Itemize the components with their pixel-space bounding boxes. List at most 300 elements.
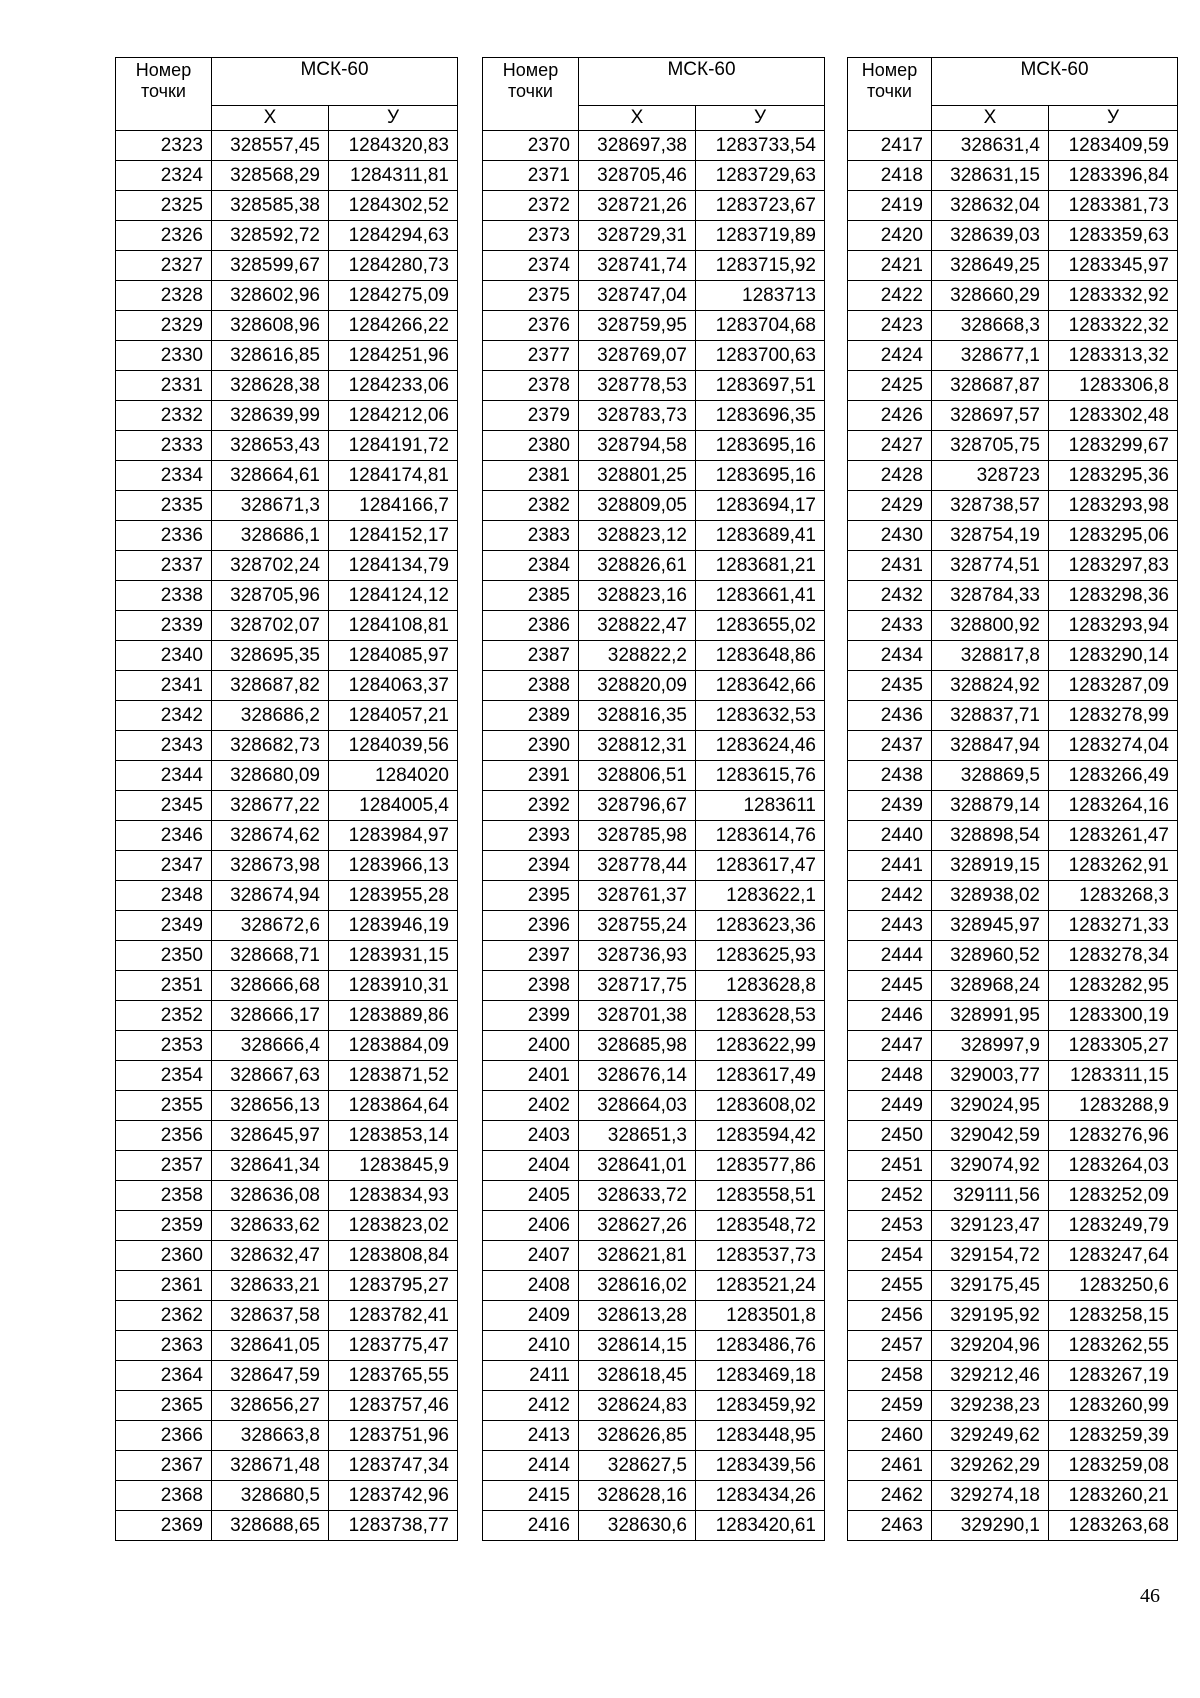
x-coordinate-cell: 328645,97 bbox=[212, 1121, 329, 1151]
x-coordinate-cell: 328697,38 bbox=[579, 131, 696, 161]
point-number-cell: 2384 bbox=[483, 551, 579, 581]
y-coordinate-cell: 1283263,68 bbox=[1049, 1511, 1178, 1541]
y-coordinate-cell: 1284020 bbox=[329, 761, 458, 791]
y-coordinate-cell: 1283266,49 bbox=[1049, 761, 1178, 791]
table-row bbox=[116, 431, 458, 461]
x-coordinate-cell: 328682,73 bbox=[212, 731, 329, 761]
x-coordinate-cell: 328633,72 bbox=[579, 1181, 696, 1211]
x-coordinate-cell: 328960,52 bbox=[932, 941, 1049, 971]
y-coordinate-cell: 1283622,1 bbox=[696, 881, 825, 911]
point-number-cell: 2325 bbox=[116, 191, 212, 221]
y-coordinate-cell: 1283713 bbox=[696, 281, 825, 311]
point-number-cell: 2363 bbox=[116, 1331, 212, 1361]
point-number-cell: 2387 bbox=[483, 641, 579, 671]
table-row bbox=[116, 911, 458, 941]
header-x: Х bbox=[212, 106, 329, 131]
point-number-cell: 2421 bbox=[848, 251, 932, 281]
x-coordinate-cell: 328656,13 bbox=[212, 1091, 329, 1121]
y-coordinate-cell: 1283297,83 bbox=[1049, 551, 1178, 581]
point-number-cell: 2361 bbox=[116, 1271, 212, 1301]
point-number-cell: 2350 bbox=[116, 941, 212, 971]
point-number-cell: 2424 bbox=[848, 341, 932, 371]
coordinates-table-1 bbox=[115, 57, 458, 1541]
x-coordinate-cell: 328628,16 bbox=[579, 1481, 696, 1511]
table-row bbox=[848, 1391, 1178, 1421]
x-coordinate-cell: 328997,9 bbox=[932, 1031, 1049, 1061]
x-coordinate-cell: 328919,15 bbox=[932, 851, 1049, 881]
header-y: У bbox=[329, 106, 458, 131]
point-number-cell: 2432 bbox=[848, 581, 932, 611]
point-number-cell: 2450 bbox=[848, 1121, 932, 1151]
point-number-cell: 2333 bbox=[116, 431, 212, 461]
point-number-cell: 2439 bbox=[848, 791, 932, 821]
point-number-cell: 2331 bbox=[116, 371, 212, 401]
y-coordinate-cell: 1283823,02 bbox=[329, 1211, 458, 1241]
y-coordinate-cell: 1283278,99 bbox=[1049, 701, 1178, 731]
point-number-cell: 2454 bbox=[848, 1241, 932, 1271]
y-coordinate-cell: 1283258,15 bbox=[1049, 1301, 1178, 1331]
point-number-cell: 2431 bbox=[848, 551, 932, 581]
y-coordinate-cell: 1283439,56 bbox=[696, 1451, 825, 1481]
table-row bbox=[483, 191, 825, 221]
x-coordinate-cell: 328602,96 bbox=[212, 281, 329, 311]
point-number-cell: 2375 bbox=[483, 281, 579, 311]
x-coordinate-cell: 328666,17 bbox=[212, 1001, 329, 1031]
table-row bbox=[116, 971, 458, 1001]
y-coordinate-cell: 1283501,8 bbox=[696, 1301, 825, 1331]
table-row bbox=[848, 1001, 1178, 1031]
x-coordinate-cell: 328741,74 bbox=[579, 251, 696, 281]
point-number-cell: 2372 bbox=[483, 191, 579, 221]
point-number-cell: 2324 bbox=[116, 161, 212, 191]
point-number-cell: 2406 bbox=[483, 1211, 579, 1241]
table-row bbox=[116, 311, 458, 341]
table-row bbox=[848, 551, 1178, 581]
y-coordinate-cell: 1283694,17 bbox=[696, 491, 825, 521]
point-number-cell: 2444 bbox=[848, 941, 932, 971]
x-coordinate-cell: 328630,6 bbox=[579, 1511, 696, 1541]
point-number-cell: 2374 bbox=[483, 251, 579, 281]
table-row bbox=[483, 971, 825, 1001]
y-coordinate-cell: 1283288,9 bbox=[1049, 1091, 1178, 1121]
point-number-cell: 2329 bbox=[116, 311, 212, 341]
point-number-cell: 2328 bbox=[116, 281, 212, 311]
y-coordinate-cell: 1283845,9 bbox=[329, 1151, 458, 1181]
x-coordinate-cell: 328794,58 bbox=[579, 431, 696, 461]
table-row bbox=[116, 1031, 458, 1061]
y-coordinate-cell: 1283260,99 bbox=[1049, 1391, 1178, 1421]
table-row bbox=[848, 1061, 1178, 1091]
x-coordinate-cell: 328688,65 bbox=[212, 1511, 329, 1541]
y-coordinate-cell: 1283293,94 bbox=[1049, 611, 1178, 641]
table-row bbox=[483, 341, 825, 371]
table-row bbox=[116, 1211, 458, 1241]
table-row bbox=[116, 641, 458, 671]
y-coordinate-cell: 1283681,21 bbox=[696, 551, 825, 581]
point-number-cell: 2411 bbox=[483, 1361, 579, 1391]
y-coordinate-cell: 1283608,02 bbox=[696, 1091, 825, 1121]
y-coordinate-cell: 1283381,73 bbox=[1049, 191, 1178, 221]
table-row bbox=[483, 671, 825, 701]
table-row bbox=[483, 491, 825, 521]
table-row bbox=[483, 1271, 825, 1301]
y-coordinate-cell: 1284152,17 bbox=[329, 521, 458, 551]
y-coordinate-cell: 1284275,09 bbox=[329, 281, 458, 311]
table-row bbox=[483, 521, 825, 551]
table-row bbox=[116, 851, 458, 881]
x-coordinate-cell: 328673,98 bbox=[212, 851, 329, 881]
header-coordinate-system: МСК-60 bbox=[212, 58, 458, 106]
x-coordinate-cell: 328759,95 bbox=[579, 311, 696, 341]
table-row bbox=[483, 1451, 825, 1481]
y-coordinate-cell: 1283448,95 bbox=[696, 1421, 825, 1451]
y-coordinate-cell: 1284212,06 bbox=[329, 401, 458, 431]
table-row bbox=[483, 1091, 825, 1121]
x-coordinate-cell: 328717,75 bbox=[579, 971, 696, 1001]
x-coordinate-cell: 328738,57 bbox=[932, 491, 1049, 521]
x-coordinate-cell: 328705,96 bbox=[212, 581, 329, 611]
point-number-cell: 2403 bbox=[483, 1121, 579, 1151]
y-coordinate-cell: 1283306,8 bbox=[1049, 371, 1178, 401]
table-row bbox=[848, 341, 1178, 371]
x-coordinate-cell: 328686,1 bbox=[212, 521, 329, 551]
y-coordinate-cell: 1283622,99 bbox=[696, 1031, 825, 1061]
x-coordinate-cell: 328769,07 bbox=[579, 341, 696, 371]
page-number: 46 bbox=[1140, 1585, 1160, 1607]
point-number-cell: 2418 bbox=[848, 161, 932, 191]
table-row bbox=[116, 1301, 458, 1331]
table-row bbox=[848, 671, 1178, 701]
x-coordinate-cell: 328677,22 bbox=[212, 791, 329, 821]
y-coordinate-cell: 1283625,93 bbox=[696, 941, 825, 971]
y-coordinate-cell: 1283864,64 bbox=[329, 1091, 458, 1121]
point-number-cell: 2359 bbox=[116, 1211, 212, 1241]
table-row bbox=[116, 491, 458, 521]
y-coordinate-cell: 1283871,52 bbox=[329, 1061, 458, 1091]
point-number-cell: 2377 bbox=[483, 341, 579, 371]
y-coordinate-cell: 1284320,83 bbox=[329, 131, 458, 161]
x-coordinate-cell: 328837,71 bbox=[932, 701, 1049, 731]
y-coordinate-cell: 1283632,53 bbox=[696, 701, 825, 731]
x-coordinate-cell: 328656,27 bbox=[212, 1391, 329, 1421]
point-number-cell: 2354 bbox=[116, 1061, 212, 1091]
x-coordinate-cell: 328778,44 bbox=[579, 851, 696, 881]
y-coordinate-cell: 1283955,28 bbox=[329, 881, 458, 911]
point-number-cell: 2445 bbox=[848, 971, 932, 1001]
point-number-cell: 2435 bbox=[848, 671, 932, 701]
table-row bbox=[116, 461, 458, 491]
table-row bbox=[848, 941, 1178, 971]
x-coordinate-cell: 328666,68 bbox=[212, 971, 329, 1001]
x-coordinate-cell: 328668,3 bbox=[932, 311, 1049, 341]
point-number-cell: 2463 bbox=[848, 1511, 932, 1541]
y-coordinate-cell: 1283617,47 bbox=[696, 851, 825, 881]
y-coordinate-cell: 1284134,79 bbox=[329, 551, 458, 581]
x-coordinate-cell: 328671,48 bbox=[212, 1451, 329, 1481]
y-coordinate-cell: 1283537,73 bbox=[696, 1241, 825, 1271]
point-number-cell: 2436 bbox=[848, 701, 932, 731]
y-coordinate-cell: 1283984,97 bbox=[329, 821, 458, 851]
point-number-cell: 2429 bbox=[848, 491, 932, 521]
table-row bbox=[483, 401, 825, 431]
table-row bbox=[483, 551, 825, 581]
table-row bbox=[483, 371, 825, 401]
x-coordinate-cell: 328608,96 bbox=[212, 311, 329, 341]
x-coordinate-cell: 328701,38 bbox=[579, 1001, 696, 1031]
x-coordinate-cell: 328614,15 bbox=[579, 1331, 696, 1361]
y-coordinate-cell: 1284302,52 bbox=[329, 191, 458, 221]
point-number-cell: 2336 bbox=[116, 521, 212, 551]
point-number-cell: 2349 bbox=[116, 911, 212, 941]
table-row bbox=[848, 1031, 1178, 1061]
y-coordinate-cell: 1283700,63 bbox=[696, 341, 825, 371]
table-row bbox=[848, 221, 1178, 251]
x-coordinate-cell: 328736,93 bbox=[579, 941, 696, 971]
table-row bbox=[483, 851, 825, 881]
point-number-cell: 2330 bbox=[116, 341, 212, 371]
point-number-cell: 2405 bbox=[483, 1181, 579, 1211]
point-number-cell: 2430 bbox=[848, 521, 932, 551]
point-number-cell: 2357 bbox=[116, 1151, 212, 1181]
table-row bbox=[848, 1211, 1178, 1241]
y-coordinate-cell: 1283252,09 bbox=[1049, 1181, 1178, 1211]
point-number-cell: 2356 bbox=[116, 1121, 212, 1151]
x-coordinate-cell: 328806,51 bbox=[579, 761, 696, 791]
y-coordinate-cell: 1283521,24 bbox=[696, 1271, 825, 1301]
x-coordinate-cell: 328801,25 bbox=[579, 461, 696, 491]
x-coordinate-cell: 328796,67 bbox=[579, 791, 696, 821]
y-coordinate-cell: 1283696,35 bbox=[696, 401, 825, 431]
y-coordinate-cell: 1283733,54 bbox=[696, 131, 825, 161]
y-coordinate-cell: 1283264,03 bbox=[1049, 1151, 1178, 1181]
x-coordinate-cell: 328812,31 bbox=[579, 731, 696, 761]
y-coordinate-cell: 1283247,64 bbox=[1049, 1241, 1178, 1271]
point-number-cell: 2332 bbox=[116, 401, 212, 431]
y-coordinate-cell: 1283577,86 bbox=[696, 1151, 825, 1181]
y-coordinate-cell: 1284191,72 bbox=[329, 431, 458, 461]
x-coordinate-cell: 328826,61 bbox=[579, 551, 696, 581]
table-row bbox=[116, 731, 458, 761]
y-coordinate-cell: 1283719,89 bbox=[696, 221, 825, 251]
y-coordinate-cell: 1283765,55 bbox=[329, 1361, 458, 1391]
x-coordinate-cell: 329154,72 bbox=[932, 1241, 1049, 1271]
x-coordinate-cell: 329042,59 bbox=[932, 1121, 1049, 1151]
x-coordinate-cell: 328641,05 bbox=[212, 1331, 329, 1361]
y-coordinate-cell: 1284166,7 bbox=[329, 491, 458, 521]
point-number-cell: 2440 bbox=[848, 821, 932, 851]
x-coordinate-cell: 329111,56 bbox=[932, 1181, 1049, 1211]
table-row bbox=[116, 821, 458, 851]
point-number-cell: 2347 bbox=[116, 851, 212, 881]
x-coordinate-cell: 328616,85 bbox=[212, 341, 329, 371]
x-coordinate-cell: 328641,34 bbox=[212, 1151, 329, 1181]
point-number-cell: 2341 bbox=[116, 671, 212, 701]
table-row bbox=[848, 431, 1178, 461]
y-coordinate-cell: 1283642,66 bbox=[696, 671, 825, 701]
point-number-cell: 2393 bbox=[483, 821, 579, 851]
table-row bbox=[848, 1511, 1178, 1541]
x-coordinate-cell: 328557,45 bbox=[212, 131, 329, 161]
x-coordinate-cell: 328639,03 bbox=[932, 221, 1049, 251]
point-number-cell: 2376 bbox=[483, 311, 579, 341]
y-coordinate-cell: 1283267,19 bbox=[1049, 1361, 1178, 1391]
y-coordinate-cell: 1284266,22 bbox=[329, 311, 458, 341]
table-row bbox=[483, 581, 825, 611]
table-row bbox=[483, 701, 825, 731]
y-coordinate-cell: 1283299,67 bbox=[1049, 431, 1178, 461]
table-row bbox=[116, 701, 458, 731]
y-coordinate-cell: 1284085,97 bbox=[329, 641, 458, 671]
x-coordinate-cell: 328666,4 bbox=[212, 1031, 329, 1061]
x-coordinate-cell: 329123,47 bbox=[932, 1211, 1049, 1241]
point-number-cell: 2434 bbox=[848, 641, 932, 671]
x-coordinate-cell: 328639,99 bbox=[212, 401, 329, 431]
x-coordinate-cell: 328631,15 bbox=[932, 161, 1049, 191]
y-coordinate-cell: 1283409,59 bbox=[1049, 131, 1178, 161]
table-row bbox=[483, 881, 825, 911]
y-coordinate-cell: 1283260,21 bbox=[1049, 1481, 1178, 1511]
x-coordinate-cell: 329238,23 bbox=[932, 1391, 1049, 1421]
y-coordinate-cell: 1283704,68 bbox=[696, 311, 825, 341]
table-row bbox=[848, 761, 1178, 791]
x-coordinate-cell: 328785,98 bbox=[579, 821, 696, 851]
y-coordinate-cell: 1283834,93 bbox=[329, 1181, 458, 1211]
table-row bbox=[848, 881, 1178, 911]
x-coordinate-cell: 328938,02 bbox=[932, 881, 1049, 911]
y-coordinate-cell: 1283261,47 bbox=[1049, 821, 1178, 851]
point-number-cell: 2381 bbox=[483, 461, 579, 491]
x-coordinate-cell: 328637,58 bbox=[212, 1301, 329, 1331]
header-x: Х bbox=[932, 106, 1049, 131]
y-coordinate-cell: 1283615,76 bbox=[696, 761, 825, 791]
x-coordinate-cell: 328823,12 bbox=[579, 521, 696, 551]
point-number-cell: 2395 bbox=[483, 881, 579, 911]
x-coordinate-cell: 328729,31 bbox=[579, 221, 696, 251]
table-row bbox=[116, 1361, 458, 1391]
x-coordinate-cell: 328585,38 bbox=[212, 191, 329, 221]
x-coordinate-cell: 328800,92 bbox=[932, 611, 1049, 641]
y-coordinate-cell: 1283469,18 bbox=[696, 1361, 825, 1391]
y-coordinate-cell: 1283278,34 bbox=[1049, 941, 1178, 971]
table-row bbox=[116, 1151, 458, 1181]
point-number-cell: 2396 bbox=[483, 911, 579, 941]
point-number-cell: 2415 bbox=[483, 1481, 579, 1511]
table-row bbox=[483, 1481, 825, 1511]
y-coordinate-cell: 1283359,63 bbox=[1049, 221, 1178, 251]
table-row bbox=[483, 161, 825, 191]
table-row bbox=[848, 491, 1178, 521]
point-number-cell: 2338 bbox=[116, 581, 212, 611]
table-row bbox=[848, 1181, 1178, 1211]
point-number-cell: 2388 bbox=[483, 671, 579, 701]
y-coordinate-cell: 1283747,34 bbox=[329, 1451, 458, 1481]
table-row bbox=[483, 1511, 825, 1541]
table-row bbox=[483, 251, 825, 281]
point-number-cell: 2433 bbox=[848, 611, 932, 641]
table-row bbox=[116, 941, 458, 971]
x-coordinate-cell: 328668,71 bbox=[212, 941, 329, 971]
x-coordinate-cell: 328671,3 bbox=[212, 491, 329, 521]
x-coordinate-cell: 328621,81 bbox=[579, 1241, 696, 1271]
y-coordinate-cell: 1283623,36 bbox=[696, 911, 825, 941]
table-row bbox=[848, 1421, 1178, 1451]
y-coordinate-cell: 1283715,92 bbox=[696, 251, 825, 281]
x-coordinate-cell: 328627,26 bbox=[579, 1211, 696, 1241]
table-row bbox=[116, 581, 458, 611]
point-number-cell: 2399 bbox=[483, 1001, 579, 1031]
y-coordinate-cell: 1283946,19 bbox=[329, 911, 458, 941]
table-row bbox=[848, 131, 1178, 161]
y-coordinate-cell: 1283738,77 bbox=[329, 1511, 458, 1541]
x-coordinate-cell: 328632,47 bbox=[212, 1241, 329, 1271]
y-coordinate-cell: 1283594,42 bbox=[696, 1121, 825, 1151]
point-number-cell: 2462 bbox=[848, 1481, 932, 1511]
table-row bbox=[848, 851, 1178, 881]
point-number-cell: 2344 bbox=[116, 761, 212, 791]
point-number-cell: 2443 bbox=[848, 911, 932, 941]
x-coordinate-cell: 328721,26 bbox=[579, 191, 696, 221]
x-coordinate-cell: 329204,96 bbox=[932, 1331, 1049, 1361]
y-coordinate-cell: 1284294,63 bbox=[329, 221, 458, 251]
y-coordinate-cell: 1284108,81 bbox=[329, 611, 458, 641]
table-row bbox=[116, 1181, 458, 1211]
table-row bbox=[116, 371, 458, 401]
x-coordinate-cell: 328636,08 bbox=[212, 1181, 329, 1211]
point-number-cell: 2460 bbox=[848, 1421, 932, 1451]
y-coordinate-cell: 1283298,36 bbox=[1049, 581, 1178, 611]
y-coordinate-cell: 1283262,91 bbox=[1049, 851, 1178, 881]
table-row bbox=[483, 1121, 825, 1151]
table-row bbox=[483, 941, 825, 971]
table-row bbox=[116, 221, 458, 251]
x-coordinate-cell: 328816,35 bbox=[579, 701, 696, 731]
x-coordinate-cell: 328823,16 bbox=[579, 581, 696, 611]
x-coordinate-cell: 328674,62 bbox=[212, 821, 329, 851]
y-coordinate-cell: 1283931,15 bbox=[329, 941, 458, 971]
point-number-cell: 2385 bbox=[483, 581, 579, 611]
point-number-cell: 2408 bbox=[483, 1271, 579, 1301]
table-row bbox=[116, 1451, 458, 1481]
point-number-cell: 2410 bbox=[483, 1331, 579, 1361]
x-coordinate-cell: 328677,1 bbox=[932, 341, 1049, 371]
point-number-cell: 2352 bbox=[116, 1001, 212, 1031]
point-number-cell: 2337 bbox=[116, 551, 212, 581]
point-number-cell: 2456 bbox=[848, 1301, 932, 1331]
point-number-cell: 2353 bbox=[116, 1031, 212, 1061]
x-coordinate-cell: 328847,94 bbox=[932, 731, 1049, 761]
x-coordinate-cell: 328633,62 bbox=[212, 1211, 329, 1241]
x-coordinate-cell: 328869,5 bbox=[932, 761, 1049, 791]
y-coordinate-cell: 1283795,27 bbox=[329, 1271, 458, 1301]
x-coordinate-cell: 328641,01 bbox=[579, 1151, 696, 1181]
x-coordinate-cell: 328968,24 bbox=[932, 971, 1049, 1001]
table-row bbox=[116, 521, 458, 551]
table-row bbox=[483, 1031, 825, 1061]
point-number-cell: 2412 bbox=[483, 1391, 579, 1421]
point-number-cell: 2420 bbox=[848, 221, 932, 251]
x-coordinate-cell: 328628,38 bbox=[212, 371, 329, 401]
x-coordinate-cell: 328613,28 bbox=[579, 1301, 696, 1331]
x-coordinate-cell: 328822,47 bbox=[579, 611, 696, 641]
x-coordinate-cell: 328647,59 bbox=[212, 1361, 329, 1391]
x-coordinate-cell: 328945,97 bbox=[932, 911, 1049, 941]
point-number-cell: 2404 bbox=[483, 1151, 579, 1181]
point-number-cell: 2369 bbox=[116, 1511, 212, 1541]
table-row bbox=[483, 1151, 825, 1181]
x-coordinate-cell: 328754,19 bbox=[932, 521, 1049, 551]
table-row bbox=[483, 431, 825, 461]
y-coordinate-cell: 1284251,96 bbox=[329, 341, 458, 371]
